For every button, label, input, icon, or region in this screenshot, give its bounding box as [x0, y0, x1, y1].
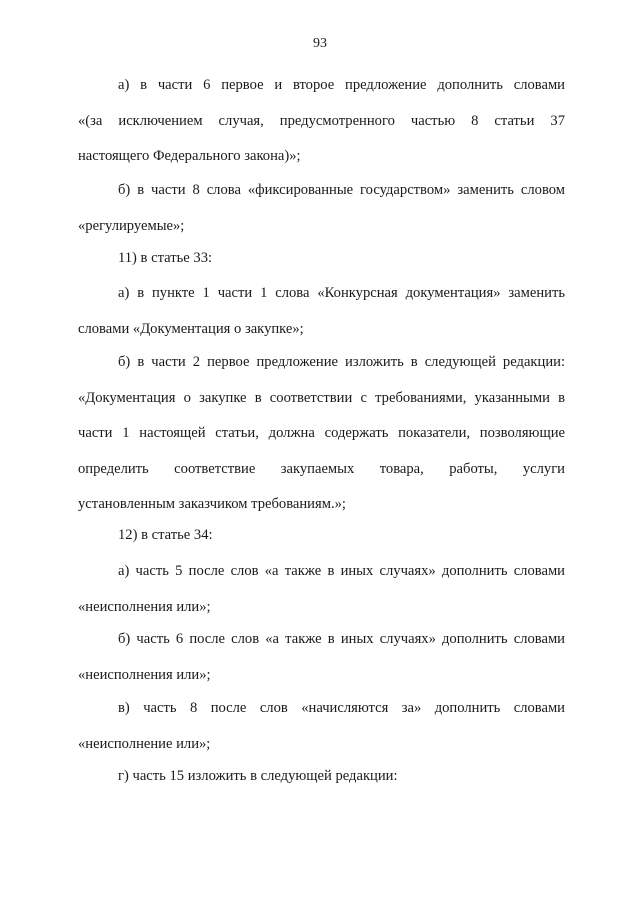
text-line: «неисполнение или»;: [78, 735, 211, 752]
text-line: б) часть 6 после слов «а также в иных случаях» дополнить словами: [118, 631, 565, 647]
text-line: определить соответствие закупаемых товара, работы, услуги: [78, 460, 565, 477]
text-line: 12) в статье 34:: [118, 527, 213, 543]
text-line: а) в части 6 первое и второе предложение дополнить словами: [118, 77, 565, 93]
text-line: установленным заказчиком требованиям.»;: [78, 496, 346, 513]
text-line: в) часть 8 после слов «начисляются за» дополнить словами: [118, 700, 565, 716]
text-line: настоящего Федерального закона)»;: [78, 148, 301, 165]
text-line: а) в пункте 1 части 1 слова «Конкурсная документация» заменить: [118, 285, 565, 301]
text-line: г) часть 15 изложить в следующей редакции:: [118, 768, 398, 784]
page-number: 93: [313, 36, 327, 51]
text-line: 11) в статье 33:: [118, 250, 213, 266]
paragraph-article-34: [78, 518, 565, 554]
text-line: «Документация о закупке в соответствии с требованиями, указанными в: [78, 389, 565, 406]
paragraph-amend-part-8: [78, 173, 565, 244]
text-line: «неисполнения или»;: [78, 598, 211, 615]
paragraph-art34-part-15: [78, 759, 565, 795]
text-line: «регулируемые»;: [78, 217, 185, 234]
text-line: б) в части 2 первое предложение изложить в следующей редакции:: [118, 354, 565, 370]
text-line: а) часть 5 после слов «а также в иных случаях» дополнить словами: [118, 563, 565, 579]
paragraph-art34-part-8: [78, 691, 565, 762]
text-line: б) в части 8 слова «фиксированные государством» заменить словом: [118, 182, 565, 198]
paragraph-art34-part-5: [78, 554, 565, 625]
paragraph-art33-point-1: [78, 276, 565, 347]
text-line: части 1 настоящей статьи, должна содержать показатели, позволяющие: [78, 425, 565, 442]
text-line: «(за исключением случая, предусмотренного частью 8 статьи 37: [78, 112, 565, 129]
paragraph-art34-part-6: [78, 622, 565, 693]
paragraph-art33-part-2: [78, 345, 565, 523]
paragraph-article-33: [78, 241, 565, 277]
paragraph-amend-part-6: [78, 68, 565, 175]
text-line: словами «Документация о закупке»;: [78, 320, 304, 337]
text-line: «неисполнения или»;: [78, 666, 211, 683]
